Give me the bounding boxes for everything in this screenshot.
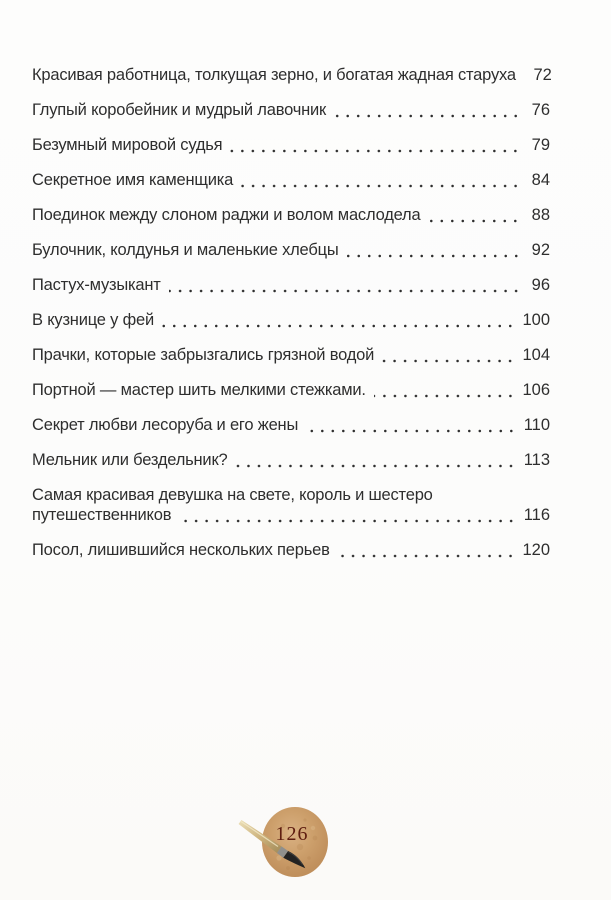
toc-entry-title: Прачки, которые забрызгались грязной водой (32, 346, 375, 364)
dot-leader (162, 311, 517, 330)
toc-entry-page: 92 (531, 241, 550, 259)
dot-leader (230, 136, 522, 155)
toc-entry-title: Секрет любви лесоруба и его жены (32, 416, 299, 434)
toc-entry-page: 79 (531, 136, 550, 154)
toc-entry (32, 346, 550, 365)
toc-entry-title: Глупый коробейник и мудрый лавочник (32, 101, 327, 119)
toc-entry (32, 276, 550, 295)
toc-entry (32, 136, 550, 155)
toc-entry-page: 96 (531, 276, 550, 294)
toc-entry (32, 101, 550, 120)
footer-page-number: 126 (275, 823, 309, 845)
dot-leader (179, 506, 517, 525)
toc-entry-page: 100 (522, 311, 550, 329)
toc-entry-title: Посол, лишившийся нескольких перьев (32, 541, 330, 559)
toc-entry-title: Мельник или бездельник? (32, 451, 228, 469)
toc-entry-page: 72 (533, 66, 552, 84)
toc-entry-page: 113 (523, 451, 550, 469)
dot-leader (241, 171, 522, 190)
dot-leader (169, 276, 522, 295)
table-of-contents (32, 66, 550, 576)
toc-entry (32, 171, 550, 190)
toc-entry (32, 451, 550, 470)
toc-entry-title: Портной — мастер шить мелкими стежками. (32, 381, 366, 399)
toc-entry (32, 416, 550, 435)
toc-entry-title: Секретное имя каменщика (32, 171, 234, 189)
toc-entry-page: 104 (522, 346, 550, 364)
dot-leader (338, 541, 517, 560)
toc-entry-title-continued: путешественников (32, 506, 172, 524)
toc-entry (32, 381, 550, 400)
toc-entry-title: В кузнице у фей (32, 311, 154, 329)
toc-entry (32, 206, 550, 225)
toc-entry-page: 110 (523, 416, 550, 434)
footer-page-number-decoration (225, 800, 365, 890)
dot-leader (334, 101, 522, 120)
toc-entry (32, 486, 550, 525)
dot-leader (235, 451, 517, 470)
toc-entry-page: 116 (523, 506, 550, 524)
toc-entry-title: Безумный мировой судья (32, 136, 223, 154)
toc-entry-page: 76 (531, 101, 550, 119)
toc-entry (32, 311, 550, 330)
dot-leader (306, 416, 518, 435)
toc-entry-page: 106 (522, 381, 550, 399)
toc-entry (32, 241, 550, 260)
dot-leader (347, 241, 522, 260)
toc-entry (32, 66, 550, 85)
toc-entry-page: 120 (522, 541, 550, 559)
toc-entry-title: Поединок между слоном раджи и волом маслодела (32, 206, 421, 224)
toc-entry-title: Пастух-музыкант (32, 276, 161, 294)
toc-entry-page: 84 (531, 171, 550, 189)
toc-entry-title: Красивая работница, толкущая зерно, и богатая жадная старуха (32, 66, 516, 84)
toc-entry (32, 541, 550, 560)
dot-leader (374, 381, 517, 400)
dot-leader (382, 346, 516, 365)
dot-leader (428, 206, 522, 225)
toc-entry-title: Булочник, колдунья и маленькие хлебцы (32, 241, 339, 259)
toc-entry-title: Самая красивая девушка на свете, король и шестеро (32, 486, 433, 504)
toc-entry-page: 88 (531, 206, 550, 224)
